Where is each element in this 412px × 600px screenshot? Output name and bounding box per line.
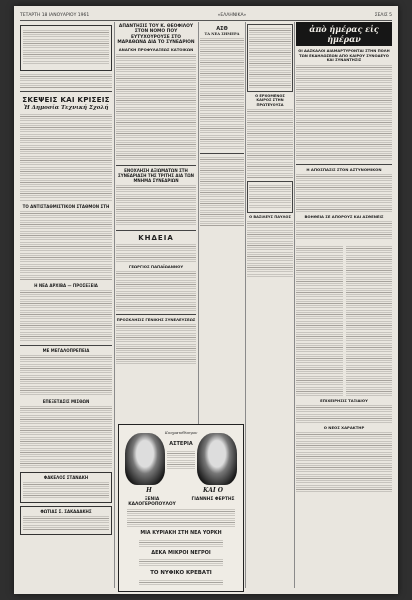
news-heading: Ο ΒΑΣΙΛΕΥΣ ΠΑΥΛΟΣ: [249, 215, 291, 220]
article-headline: ΑΠΑΝΤΗΣΙΣ ΤΟΥ Κ. ΘΕΟΦΙΛΟΥ ΣΤΟΝ ΝΟΜΟ ΠΟΥ ΕΥΤΥΧΟΥΡΟΥΣΕ ΣΤΟ ΜΑΡΑΘΩΝΑ ΔΙΑ ΤΟ ΣΥΝΕΔΡΙΟΝ: [117, 24, 195, 46]
running-header: [20, 10, 392, 21]
classified-title: ΦΑΚΕΛΟΣ ΣΤΑΝΑΚΗ: [43, 475, 89, 481]
ad-text: [127, 509, 235, 527]
news-heading: Ο ΕΡΧΟΜΕΝΟΣ ΚΑΙΡΟΣ ΣΤΗΝ ΠΡΩΤΕΥΟΥΣΑ: [255, 94, 285, 107]
text-block: [23, 30, 109, 64]
article-headline: ΕΠΙΧΕΙΡΗΣΙΣ ΤΑΞΙΔΙΟΥ: [320, 398, 368, 404]
article-body: [20, 290, 112, 342]
ad-top-label: Κινηματοθέατρον: [165, 431, 198, 435]
notice-title: ΠΡΟΣΚΛΗΣΙΣ ΓΕΝΙΚΗΣ ΣΥΝΕΛΕΥΣΕΩΣ: [116, 317, 196, 323]
text-block: [249, 185, 291, 209]
article-headline: Η ΑΠΟΣΠΑΣΙΣ ΣΤΟΝ ΑΣΤΥΝΟΜΙΚΟΝ: [306, 167, 382, 173]
article-body: [296, 405, 392, 423]
news-subcolumn: [296, 244, 343, 398]
divider: [20, 345, 112, 346]
article-headline: Ο ΝΕΟΣ ΧΑΡΑΚΤΗΡ: [323, 425, 365, 431]
ad-theatre-name: ΑΣΤΕΡΙΑ: [169, 441, 193, 447]
article-heading: ΤΟ ΑΝΤΙΣΤΑΘΜΙΣΤΙΚΟΝ ΣΤΑΘΜΟΝ ΣΤΗ: [22, 203, 110, 209]
ad-name-left: ΞΕΝΙΑ ΚΑΛΟΓΕΡΟΠΟΥΛΟΥ: [128, 497, 176, 507]
article-heading: ΜΕ ΜΕΓΑΛΟΠΡΕΠΕΙΑ: [42, 348, 90, 354]
article-body: [296, 221, 392, 241]
divider: [296, 164, 392, 165]
article-body: [116, 185, 196, 227]
article-body: [200, 38, 244, 150]
newspaper-page: [14, 6, 398, 594]
ad-title: ΜΙΑ ΚΥΡΙΑΚΗ ΣΤΗ ΝΕΑ ΥΟΡΚΗ: [140, 531, 222, 536]
header-page-number: ΣΕΛΙΣ 5: [374, 12, 392, 18]
column-5: [296, 22, 392, 590]
text-block: [23, 482, 109, 498]
classified-box: [20, 506, 112, 535]
news-box: [247, 24, 293, 92]
ad-title: ΤΟ ΝΥΦΙΚΟ ΚΡΕΒΑΤΙ: [150, 570, 212, 576]
ad-text: [139, 580, 223, 586]
article-body: [296, 65, 392, 161]
text-block: [249, 28, 291, 88]
ad-article: Η: [146, 487, 152, 494]
article-heading: Η ΝΕΑ ΑΡΧΙΒΑ — ΠΡΟΣΕΞΕΙΑ: [34, 282, 98, 288]
article-body: [20, 355, 112, 397]
article-headline: ΟΙ ΔΑΣΚΑΛΟΙ ΔΙΑΜΑΡΤΥΡΟΝΤΑΙ ΣΤΗΝ ΠΟΛΗ ΤΩΝ ΕΚΔΗΛΩΣΕΩΝ ΑΠΟ ΚΑΙΡΟΥ ΣΥΝΟΔΕΥΟ ΚΑΙ ΣΥΝΑΝΤΗΣΙΣ: [298, 49, 390, 63]
column-masthead: ΑΣΘ: [216, 26, 228, 32]
divider: [200, 153, 244, 154]
article-body: [20, 211, 112, 281]
column-rule: [245, 22, 246, 588]
cinema-advertisement: [118, 424, 244, 592]
news-subcolumn: [346, 244, 393, 398]
actor-photo: [197, 433, 237, 485]
masthead-box: [20, 25, 112, 71]
text-block: [23, 516, 109, 530]
article-body: [296, 174, 392, 212]
section-title: ΣΚΕΨΕΙΣ ΚΑΙ ΚΡΙΣΕΙΣ: [22, 94, 110, 104]
column-1: [20, 22, 112, 590]
classified-box: [20, 472, 112, 503]
article-body: [296, 432, 392, 492]
article-body: [200, 157, 244, 227]
ad-text: [139, 559, 223, 567]
column-banner: ἀπὸ ἡμέρας εἰς ἡμέραν: [296, 22, 392, 46]
column-rule: [294, 22, 295, 588]
section-subtitle: Ἡ Δημοσία Τεχνική Σχολή: [23, 104, 109, 111]
ad-text: [139, 540, 223, 548]
ad-and: ΚΑΙ Ο: [203, 487, 223, 494]
classified-title: ΦΩΤΙΑΣ Σ. ΣΑΚΑΔΑΚΗΣ: [40, 509, 92, 515]
divider: [116, 165, 196, 166]
news-grid: [296, 244, 392, 398]
divider: [20, 91, 112, 92]
article-body: [116, 54, 196, 162]
article-headline: ΒΟΗΘΕΙΑ ΣΕ ΑΠΟΡΟΥΣ ΚΑΙ ΑΣΘΕΝΕΙΣ: [304, 214, 384, 220]
article-body: [346, 246, 393, 396]
ad-name-right: ΓΙΑΝΝΗΣ ΦΕΡΤΗΣ: [191, 497, 235, 502]
article-body: [20, 114, 112, 202]
column-tag: ΤΑ ΝΕΑ ΣΗΜΕΡΑ: [204, 32, 240, 36]
article-body: [296, 246, 343, 396]
divider: [116, 314, 196, 315]
funerals-name: ΓΕΩΡΓΙΟΣ ΠΑΠΑΪΩΑΝΝΟΥ: [128, 263, 184, 269]
article-body: [20, 406, 112, 468]
article-headline: ΕΝΟΧΛΗΣΗ ΑΞΙΩΜΑΤΩΝ ΣΤΗ ΣΥΝΕΔΡΙΑΣΗ ΤΗΣ ΤΡΙΤΗΣ ΔΙΑ ΤΩΝ ΜΝΗΜΑ ΣΥΝΕΔΡΙΩΝ: [118, 168, 194, 184]
ad-text: [167, 451, 195, 471]
column-4: [247, 22, 293, 590]
header-date: ΤΕΤΑΡΤΗ 18 ΙΑΝΟΥΑΡΙΟΥ 1961: [20, 12, 90, 18]
article-heading: ΕΠΕΞΕΤΑΣΙΣ ΜΙΣΘΩΝ: [42, 399, 90, 405]
news-box: [247, 181, 293, 213]
text-block: [116, 244, 196, 262]
text-block: [116, 324, 196, 364]
article-subhead: ΑΝΑΓΚΗ ΠΡΟΦΥΛΑΞΕΩΣ ΚΑΤΟΙΚΩΝ: [118, 46, 194, 52]
text-block: [20, 74, 112, 88]
text-block: [116, 271, 196, 311]
funerals-title: ΚΗΔΕΙΑ: [138, 233, 174, 242]
ad-title: ΔΕΚΑ ΜΙΚΡΟΙ ΝΕΓΡΟΙ: [151, 550, 211, 556]
actress-photo: [125, 433, 165, 485]
article-body: [247, 221, 293, 277]
divider: [116, 230, 196, 231]
article-body: [247, 109, 293, 179]
header-paper: «ΕΛΛΗΝΙΚΑ»: [217, 12, 247, 18]
column-rule: [114, 22, 115, 588]
